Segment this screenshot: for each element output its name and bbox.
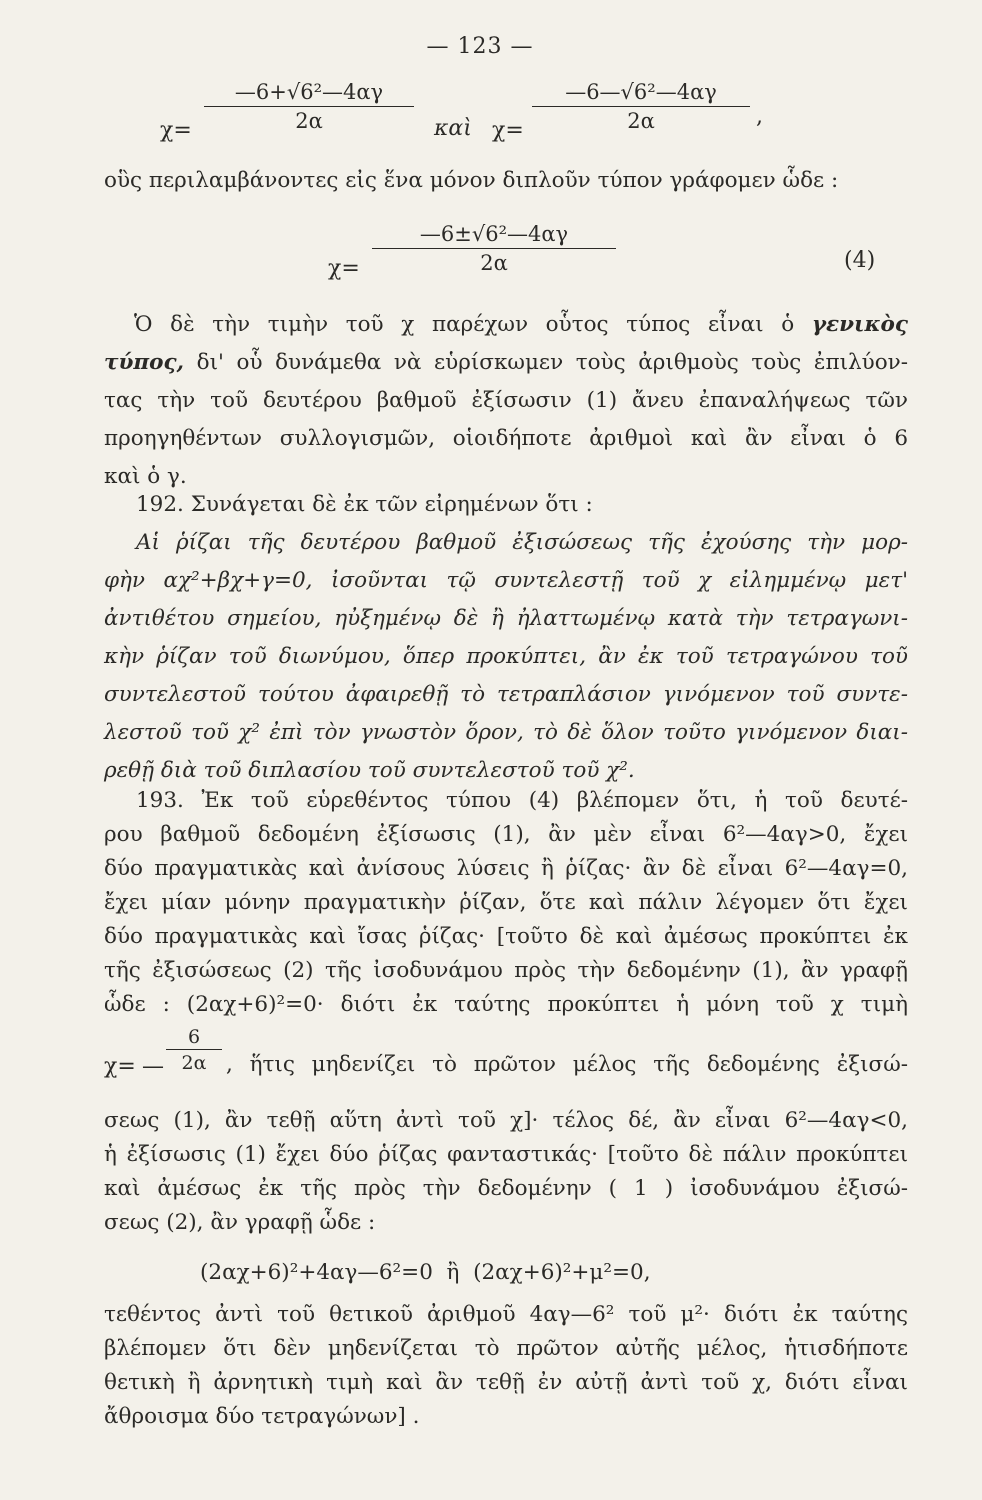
fraction-numerator: —6+√6²—4αγ <box>204 80 414 107</box>
text-line: προηγηθέντων συλλογισμῶν, οἱοιδήποτε ἀριθμοὶ καὶ ἂν εἶναι ὁ 6 <box>104 426 908 451</box>
text-line: τας τὴν τοῦ δευτέρου βαθμοῦ ἐξίσωσιν (1) ἄνευ ἐπαναλήψεως τῶν <box>104 388 908 413</box>
fraction-numerator: 6 <box>166 1026 222 1050</box>
display-equation: (2αχ+6)²+4αγ—6²=0 ἢ (2αχ+6)²+μ²=0, <box>200 1260 651 1285</box>
theorem-line: συντελεστοῦ τούτου ἀφαιρεθῇ τὸ τετραπλάσιον γινόμενον τοῦ συντε- <box>104 682 908 707</box>
x-equals-1: χ= <box>160 118 192 143</box>
fraction-numerator: —6±√6²—4αγ <box>372 222 616 249</box>
text-line: τῆς ἐξισώσεως (2) τῆς ἰσοδυνάμου πρὸς τὴν δεδομένην (1), ἂν γραφῇ <box>104 958 908 983</box>
text-line: καὶ ὁ γ. <box>104 464 187 489</box>
text-line: σεως (1), ἂν τεθῇ αὕτη ἀντὶ τοῦ χ]· τέλος δέ, ἂν εἶναι 6²—4αγ<0, <box>104 1108 908 1133</box>
fraction-denominator: 2α <box>295 109 323 133</box>
x-equals-inline: χ= <box>104 1054 136 1079</box>
fraction-numerator: —6—√6²—4αγ <box>532 80 750 107</box>
text-line: τεθέντος ἀντὶ τοῦ θετικοῦ ἀριθμοῦ 4αγ—6² τοῦ μ²· διότι ἐκ ταύτης <box>104 1302 908 1327</box>
text-line: καὶ ἀμέσως ἐκ τῆς πρὸς τὴν δεδομένην ( 1 ) ἰσοδυνάμου ἐξισώ- <box>104 1176 908 1201</box>
text-line: σεως (2), ἂν γραφῇ ὧδε : <box>104 1210 376 1235</box>
theorem-line: λεστοῦ τοῦ χ² ἐπὶ τὸν γνωστὸν ὅρον, τὸ δὲ ὅλον τοῦτο γινόμενον διαι- <box>104 720 908 745</box>
minus-sign: — <box>142 1054 164 1079</box>
text-line: , ἥτις μηδενίζει τὸ πρῶτον μέλος τῆς δεδομένης ἐξισώ- <box>226 1052 908 1077</box>
general-formula <box>372 222 616 275</box>
x-equals-2: χ= <box>492 118 524 143</box>
text-line: θετικὴ ἢ ἀρνητικὴ τιμὴ καὶ ἂν τεθῇ ἐν αὐτῇ ἀντὶ τοῦ χ, διότι εἶναι <box>104 1370 908 1395</box>
text-line <box>104 348 908 378</box>
bold-term: γενικὸς <box>811 312 908 337</box>
text-line: δύο πραγματικὰς καὶ ἴσας ῥίζας· [τοῦτο δὲ καὶ ἀμέσως προκύπτει ἐκ <box>104 924 908 949</box>
comma: , <box>756 104 763 129</box>
and-word: καὶ <box>434 116 472 141</box>
page-number: — 123 — <box>426 34 534 59</box>
bold-term: τύπος, <box>104 350 185 375</box>
text-span: Ὁ δὲ τὴν τιμὴν τοῦ χ παρέχων οὗτος τύπος εἶναι ὁ <box>134 312 795 337</box>
section-192-heading: 192. Συνάγεται δὲ ἐκ τῶν εἰρημένων ὅτι : <box>136 492 593 517</box>
fraction-denominator: 2α <box>627 109 655 133</box>
text-line: 193. Ἐκ τοῦ εὑρεθέντος τύπου (4) βλέπομεν ὅτι, ἡ τοῦ δευτέ- <box>136 788 908 813</box>
text-line: ἔχει μίαν μόνην πραγματικὴν ῥίζαν, ὅτε καὶ πάλιν λέγομεν ὅτι ἔχει <box>104 890 908 915</box>
text-line: ρου βαθμοῦ δεδομένη ἐξίσωσις (1), ἂν μὲν εἶναι 6²—4αγ>0, ἔχει <box>104 822 908 847</box>
inline-fraction <box>166 1026 222 1074</box>
theorem-line: ρεθῇ διὰ τοῦ διπλασίου τοῦ συντελεστοῦ τοῦ χ². <box>104 758 635 783</box>
text-line: ὧδε : (2αχ+6)²=0· διότι ἐκ ταύτης προκύπτει ἡ μόνη τοῦ χ τιμὴ <box>104 992 908 1017</box>
text-line: βλέπομεν ὅτι δὲν μηδενίζεται τὸ πρῶτον αὐτῆς μέλος, ἡτισδήποτε <box>104 1336 908 1361</box>
root-formula-minus <box>532 80 750 133</box>
theorem-line: Αἱ ῥίζαι τῆς δευτέρου βαθμοῦ ἐξισώσεως τῆς ἐχούσης τὴν μορ- <box>136 530 908 555</box>
text-line <box>104 310 908 340</box>
equation-label: (4) <box>844 248 876 273</box>
text-line: δύο πραγματικὰς καὶ ἀνίσους λύσεις ἢ ῥίζας· ἂν δὲ εἶναι 6²—4αγ=0, <box>104 856 908 881</box>
root-formula-plus <box>204 80 414 133</box>
theorem-line: κὴν ῥίζαν τοῦ διωνύμου, ὅπερ προκύπτει, ἂν ἐκ τοῦ τετραγώνου τοῦ <box>104 644 908 669</box>
fraction-denominator: 2α <box>480 251 508 275</box>
x-equals-4: χ= <box>328 256 360 281</box>
text-line: ἡ ἐξίσωσις (1) ἔχει δύο ῥίζας φανταστικάς· [τοῦτο δὲ πάλιν προκύπτει <box>104 1142 908 1167</box>
text-line: οὓς περιλαμβάνοντες εἰς ἕνα μόνον διπλοῦν τύπον γράφομεν ὧδε : <box>104 168 839 193</box>
text-line: ἄθροισμα δύο τετραγώνων] . <box>104 1404 420 1429</box>
theorem-line: ἀντιθέτου σημείου, ηὐξημένῳ δὲ ἢ ἠλαττωμένῳ κατὰ τὴν τετραγωνι- <box>104 606 908 631</box>
text-span: δι' οὗ δυνάμεθα νὰ εὑρίσκωμεν τοὺς ἀριθμοὺς τοὺς ἐπιλύον- <box>196 350 908 375</box>
fraction-denominator: 2α <box>181 1052 207 1074</box>
theorem-line: φὴν αχ²+βχ+γ=0, ἰσοῦνται τῷ συντελεστῇ τοῦ χ εἰλημμένῳ μετ' <box>104 568 908 593</box>
